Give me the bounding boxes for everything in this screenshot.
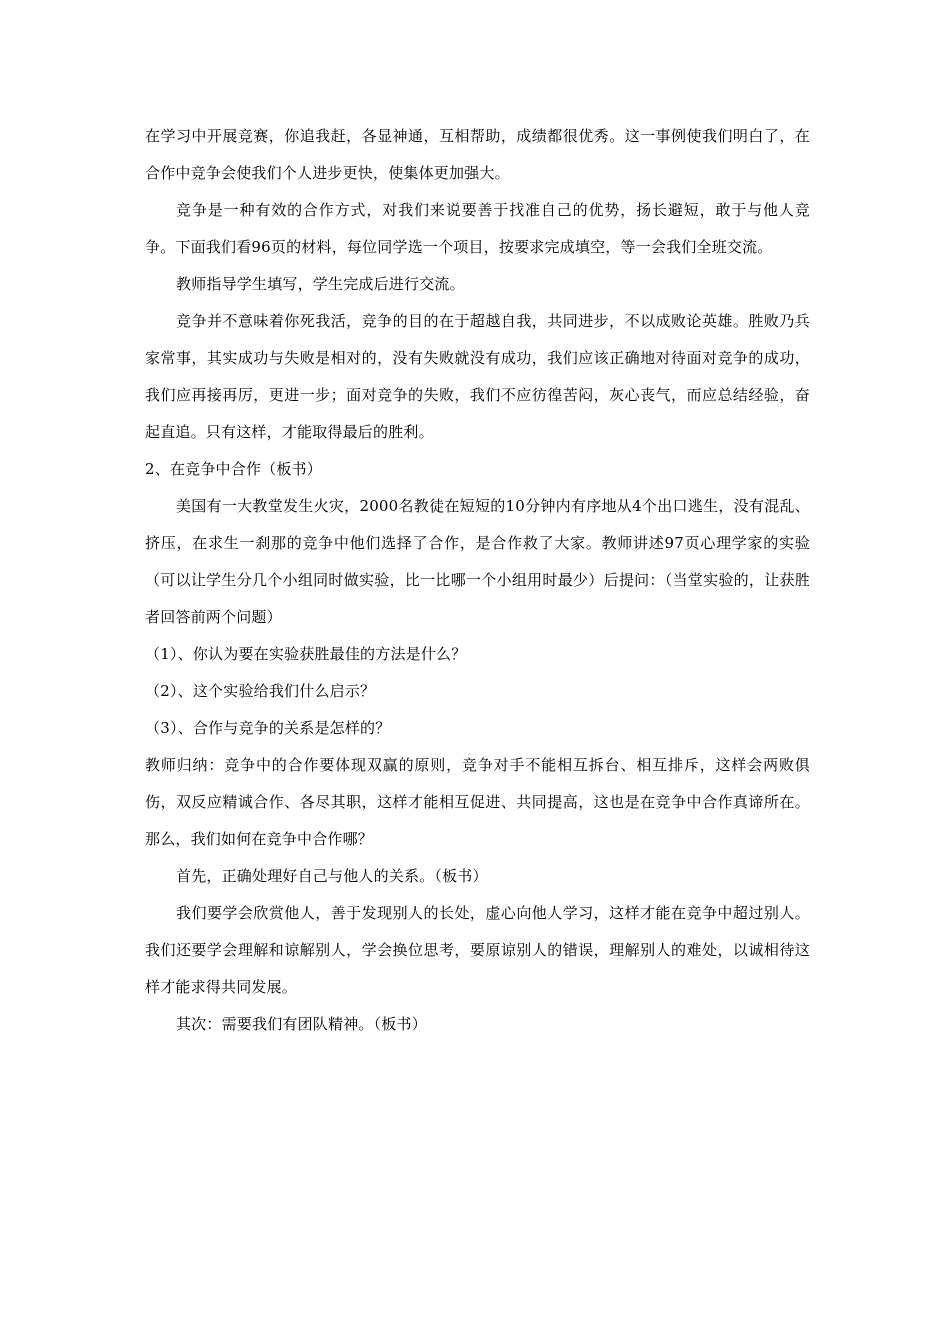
section-heading: 2、在竞争中合作（板书）	[145, 460, 322, 478]
paragraph-1: 在学习中开展竞赛，你追我赶，各显神通，互相帮助，成绩都很优秀。这一事例使我们明白了，在合作中竞争会使我们个人进步更快，使集体更加强大。	[145, 127, 810, 182]
paragraph-second: 其次：需要我们有团队精神。（板书）	[176, 1015, 427, 1033]
document-page	[145, 118, 810, 1043]
question-2: （2）、这个实验给我们什么启示？	[145, 682, 376, 700]
question-1: （1）、你认为要在实验获胜最佳的方法是什么？	[145, 645, 467, 663]
paragraph-first: 首先，正确处理好自己与他人的关系。（板书）	[176, 867, 488, 885]
teacher-summary: 教师归纳：竞争中的合作要体现双赢的原则，竞争对手不能相互拆台、相互排斥，这样会两败俱伤，双反应精诚合作、各尽其职，这样才能相互促进、共同提高，这也是在竞争中合作真谛所在。那么，我们如何在竞争中合作哪？	[145, 756, 810, 848]
paragraph-4: 竞争并不意味着你死我活，竞争的目的在于超越自我，共同进步，不以成败论英雄。胜败乃兵家常事，其实成功与失败是相对的，没有失败就没有成功，我们应该正确地对待面对竞争的成功，我们应再接再厉，更进一步；面对竞争的失败，我们不应彷徨苦闷，灰心丧气，而应总结经验，奋起直追。只有这样，才能取得最后的胜利。	[145, 312, 810, 441]
paragraph-3: 教师指导学生填写，学生完成后进行交流。	[176, 275, 465, 293]
question-3: （3）、合作与竞争的关系是怎样的？	[145, 719, 391, 737]
paragraph-6: 我们要学会欣赏他人，善于发现别人的长处，虚心向他人学习，这样才能在竞争中超过别人。我们还要学会理解和谅解别人，学会换位思考，要原谅别人的错误，理解别人的难处，以诚相待这样才能求得共同发展。	[145, 904, 810, 996]
paragraph-2: 竞争是一种有效的合作方式，对我们来说要善于找准自己的优势，扬长避短，敢于与他人竞争。下面我们看96页的材料，每位同学选一个项目，按要求完成填空，等一会我们全班交流。	[145, 201, 810, 256]
paragraph-5: 美国有一大教堂发生火灾，2000名教徒在短短的10分钟内有序地从4个出口逃生，没有混乱、挤压，在求生一刹那的竞争中他们选择了合作，是合作救了大家。教师讲述97页心理学家的实验（可以让学生分几个小组同时做实验，比一比哪一个小组用时最少）后提问：（当堂实验的，让获胜者回答前两个问题）	[145, 497, 810, 626]
